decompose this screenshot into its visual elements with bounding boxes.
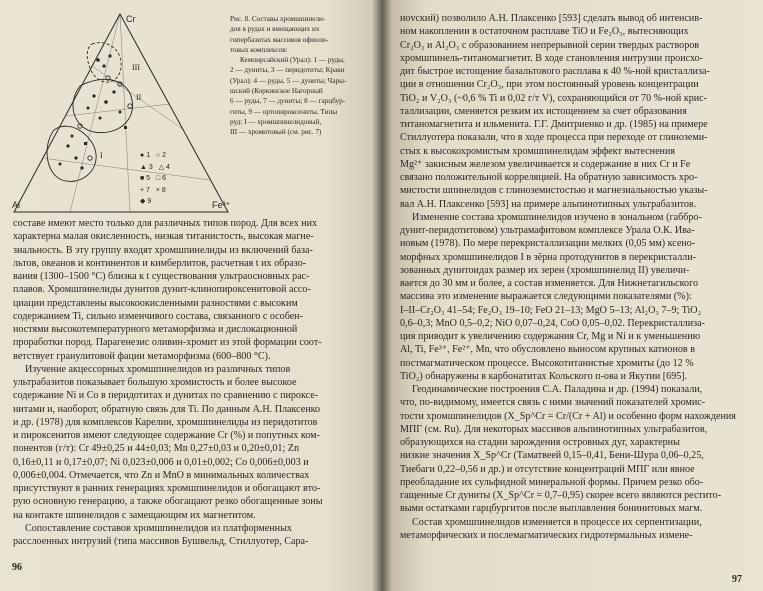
text-line: ном накоплении в остаточном расплаве TiO и Fe₂O₃, вытесняющих [400,26,689,38]
legend-row: + 7 × 8 [140,186,166,194]
text-line: ветствует гранулитовой фации метаморфизма (600–800 °C). [13,350,271,362]
zone-label-3: III [132,63,140,72]
text-line: льтов, океанов и континентов и кимберлитов, расчетная t их образо- [13,257,307,269]
caption-line: Рис. 8. Составы хромшпинели- [230,15,326,23]
text-line: Mg²⁺ закисным железом увеличивается и содержание в них Cr и Fe [400,158,691,170]
caption-line: 6 — руды, 7 — дуниты; 8 — гарцбур- [230,97,346,106]
text-line: Сопоставление составов хромшпинелидов из платформенных [25,522,292,534]
zone-label-2: II [136,93,142,102]
text-line: на контакте шпинелидов с замещающим их магнетитом. [13,509,256,521]
text-line: характерна малая окисленность, низкая титанистость, высокая магне- [13,231,314,243]
page-number-right: 97 [732,574,742,585]
legend-row: ● 1 ○ 2 [140,152,167,159]
text-line: дунит-перидотитовом) ультрамафитовом комплексе Урала О.К. Ива- [400,225,695,236]
text-line: титаномагнетита и ильменита. Г.Г. Дмитриенко и др. (1985) на примере [400,119,708,130]
vertex-label-cr: Cr [126,14,136,24]
legend-row: ◆ 9 [140,198,152,205]
legend-row: ■ 5 □ 6 [140,175,167,182]
caption-line: шский (Коркинское Нагорный [230,87,323,96]
text-line: метаморфических и послемагматических гидротермальных измене- [400,529,693,541]
vertex-label-al: Al [12,200,21,210]
text-line: Геодинамические построения С.А. Паладина и др. (1994) показали, [412,384,703,395]
text-line: мистости шпинелидов с глиноземистостью и магнезиальностью указы- [400,185,708,197]
text-line: плавов. Хромшпинелиды дунитов дунит-клинопироксенитовой ассо- [13,284,311,296]
text-line: и др. (1978) для комплексов Карелии, хромшпинелиды из перидотитов [13,416,318,428]
text-line: нovский) позволило А.Н. Плаксенко [593] сделать вывод об интенсив- [400,13,703,24]
text-line: проработки пород. Парагенезис оливин-хромит из этой формации соот- [13,337,322,349]
text-line: 0,16±0,11 и 0,17±0,07; Ni 0,023±0,006 и 0,01±0,002; Co 0,006±0,003 и [13,456,309,468]
text-line: дит быстрое истощение базальтового расплава к 40 %-ной кристаллиза- [400,66,710,77]
page-number-left: 96 [12,562,22,573]
text-line: нитами и, наоборот, обратную связь для Ti. По данным А.Н. Плаксенко [13,403,321,415]
text-line: ции в отношении Cr₂O₃, при этом постоянный уровень концентрации [400,79,699,91]
text-line: содержание Ni и Co в перидотитах и дунитах по сравнению с пироксе- [13,390,319,402]
text-line: I–II–Cr₂O₃ 41–54; Fe₂O₃ 19–10; FeO 21–13; MgO 5–13; Al₂O₃ 7–9; TiO₂ [400,304,702,316]
left-body-text [13,217,368,548]
text-line: TiO₂ и V₂O₃ (~0,6 % Ti и 0,02 г/т V), сохраняющийся от 70 %-ной крис- [400,92,708,104]
caption-line: руд: I — хромшпинелидовый, [230,117,322,126]
text-line: вал А.Н. Плаксенко [593] на примере альпинотипных ультрабазитов. [400,198,697,210]
text-line: и пироксенитов имеют следующее содержание Cr (%) и попутных ком- [13,430,320,441]
caption-line: гипербазитах массивов офиоли- [230,35,329,44]
text-line: зованных дунитоидах размер их зерен (хромшпинелид II) увеличи- [400,264,690,276]
text-line: Al, Ti, Fe³⁺, Fe²⁺, Mn, что обусловлено выносом крупных катионов в [400,344,695,356]
text-line: расслоенных интрузий (типа массивов Бушвельд, Стиллуотер, Сара- [13,536,309,547]
text-line: ция приводит к увеличению содержания Cr, Mg и Ni и к уменьшению [400,331,701,342]
text-line: циации представлены высокоокисленными разностями с высоким [13,297,298,309]
text-line: постмагматическом процессе. Высокотитанистые хромиты (до 12 % [400,357,694,369]
ternary-diagram [10,8,232,220]
legend-row: ▲ 3 △ 4 [140,163,170,171]
right-page [382,0,763,591]
text-line: 0,6–0,3; MnO 0,5–0,2; NiO 0,07–0,24, CoO 0,05–0,02. Перекристаллиза- [400,317,705,329]
caption-line: гиты, 9 — ортопироксениты. Типы [230,107,338,116]
text-line: присутствуют в ранних генерациях хромшпинелидов и обогащают вто- [13,483,321,494]
figure-caption [230,14,370,138]
caption-line: 2 — дуниты, 3 — перидотиты; Краки [230,66,345,75]
zone-label-1: I [100,151,103,160]
text-line: 0,006±0,004. Отмечается, что Zn и MnO в минимальных количествах [13,469,310,481]
text-line: стых к высокохромистым хромшпинелидам эффект вытеснения [400,145,675,157]
text-line: выми остатками гарцбургитов после выплавления бонинитовых магм. [400,503,703,515]
caption-line: (Урал): 4 — руды, 5 — дуниты; Чары- [230,76,347,85]
text-line: Стиллуотера показали, что в ходе процесса при переходе от глиноземи- [400,132,708,144]
text-line: тости хромшпинелидов (X_Sp^Cr = Cr/(Cr + Al) и особенно форм нахождения [400,410,736,422]
right-body-text [400,12,754,542]
text-line: ультрабазитов показывает большую хромистость и более высокое [13,377,297,388]
text-line: образующихся на стадии зарождения островных дуг, характерны [400,437,680,448]
text-line: низкие значения X_Sp^Cr (Таматвеей 0,15–0,41, Бени-Шура 0,06–0,25, [400,450,704,462]
text-line: новым (1978). По мере перекристаллизации мелких (0,05 мм) ксено- [400,238,696,250]
text-line: Изменение состава хромшпинелидов изучено в зональном (габбро- [412,211,702,223]
text-line: составе имеют место только для различных типов пород. Для всех них [13,218,318,229]
text-line: таллизации, сменяется резким их истощением за счет образования [400,105,687,117]
vertex-label-fe3: Fe³⁺ [212,200,231,210]
text-line: рую основную генерацию, а также обогащают резко обогащенные зоны [13,496,323,508]
text-line: хромшпинель-титаномагнетит. В ходе становления интрузии происхо- [400,52,704,64]
text-line: содержанием Ti, сильно изменчивого состава, связанного с особен- [13,310,303,322]
text-line: массива это изменение выражается следующими показателями (%): [400,291,692,303]
text-line: связано положительной корреляцией. На обратную зависимость хро- [400,172,698,183]
caption-line: дов в рудах и вмещающих их [230,25,320,34]
book-gutter [372,0,392,591]
text-line: TiO₂) обнаружены в карбонатитах Кольского п-ова и Якутии [695]. [400,370,688,382]
text-line: что, по-видимому, имеется связь с ними значений показателей хромис- [400,397,706,409]
text-line: понентов (г/т): Cr 49±0,25 и 44±0,03; Mn 0,27±0,03 и 0,20±0,01; Zn [13,443,300,455]
text-line: Изучение акцессорных хромшпинелидов из различных типов [25,363,291,375]
text-line: вается до 30 мм и более, а состав изменяется. Для Нижнетагильского [400,278,699,289]
figure-legend [140,150,170,208]
text-line: морфных хромшпинелидов I в зёрна протодунитов в перекристалли- [400,251,697,263]
text-line: гащенные Cr дуниты (X_Sp^Cr = 0,7–0,95) скорее всего являются реститo- [400,490,722,501]
text-line: МПГ (см. Ru). Для некоторых массивов альпинотипных ультрабазитов, [400,423,708,435]
text-line: вания (1300–1500 °C) близка к t существования ультраосновных рас- [13,271,310,282]
text-line: преобладание их сульфидной минеральной формы. Причем резко обо- [400,476,704,488]
text-line: ностями высокотемпературного метаморфизма и дислокационной [13,324,298,335]
caption-line: Кемпирсайский (Урал): 1 — руды, [240,56,345,65]
text-line: зиальность. В эту группу входят хромшпинелиды из включений база- [13,244,313,256]
text-line: Cr₂O₃ и Al₂O₃ с образованием непрерывной серии твердых растворов [400,39,700,51]
caption-line: товых комплексов: [230,45,288,54]
text-line: Тиебаги 0,22–0,56 и др.) и отсутствие концентраций МПГ или явное [400,463,695,475]
caption-line: III — хромитовый (см. рис. 7) [230,128,322,137]
text-line: Состав хромшпинелидов изменяется в процессе их серпентизации, [412,516,702,528]
